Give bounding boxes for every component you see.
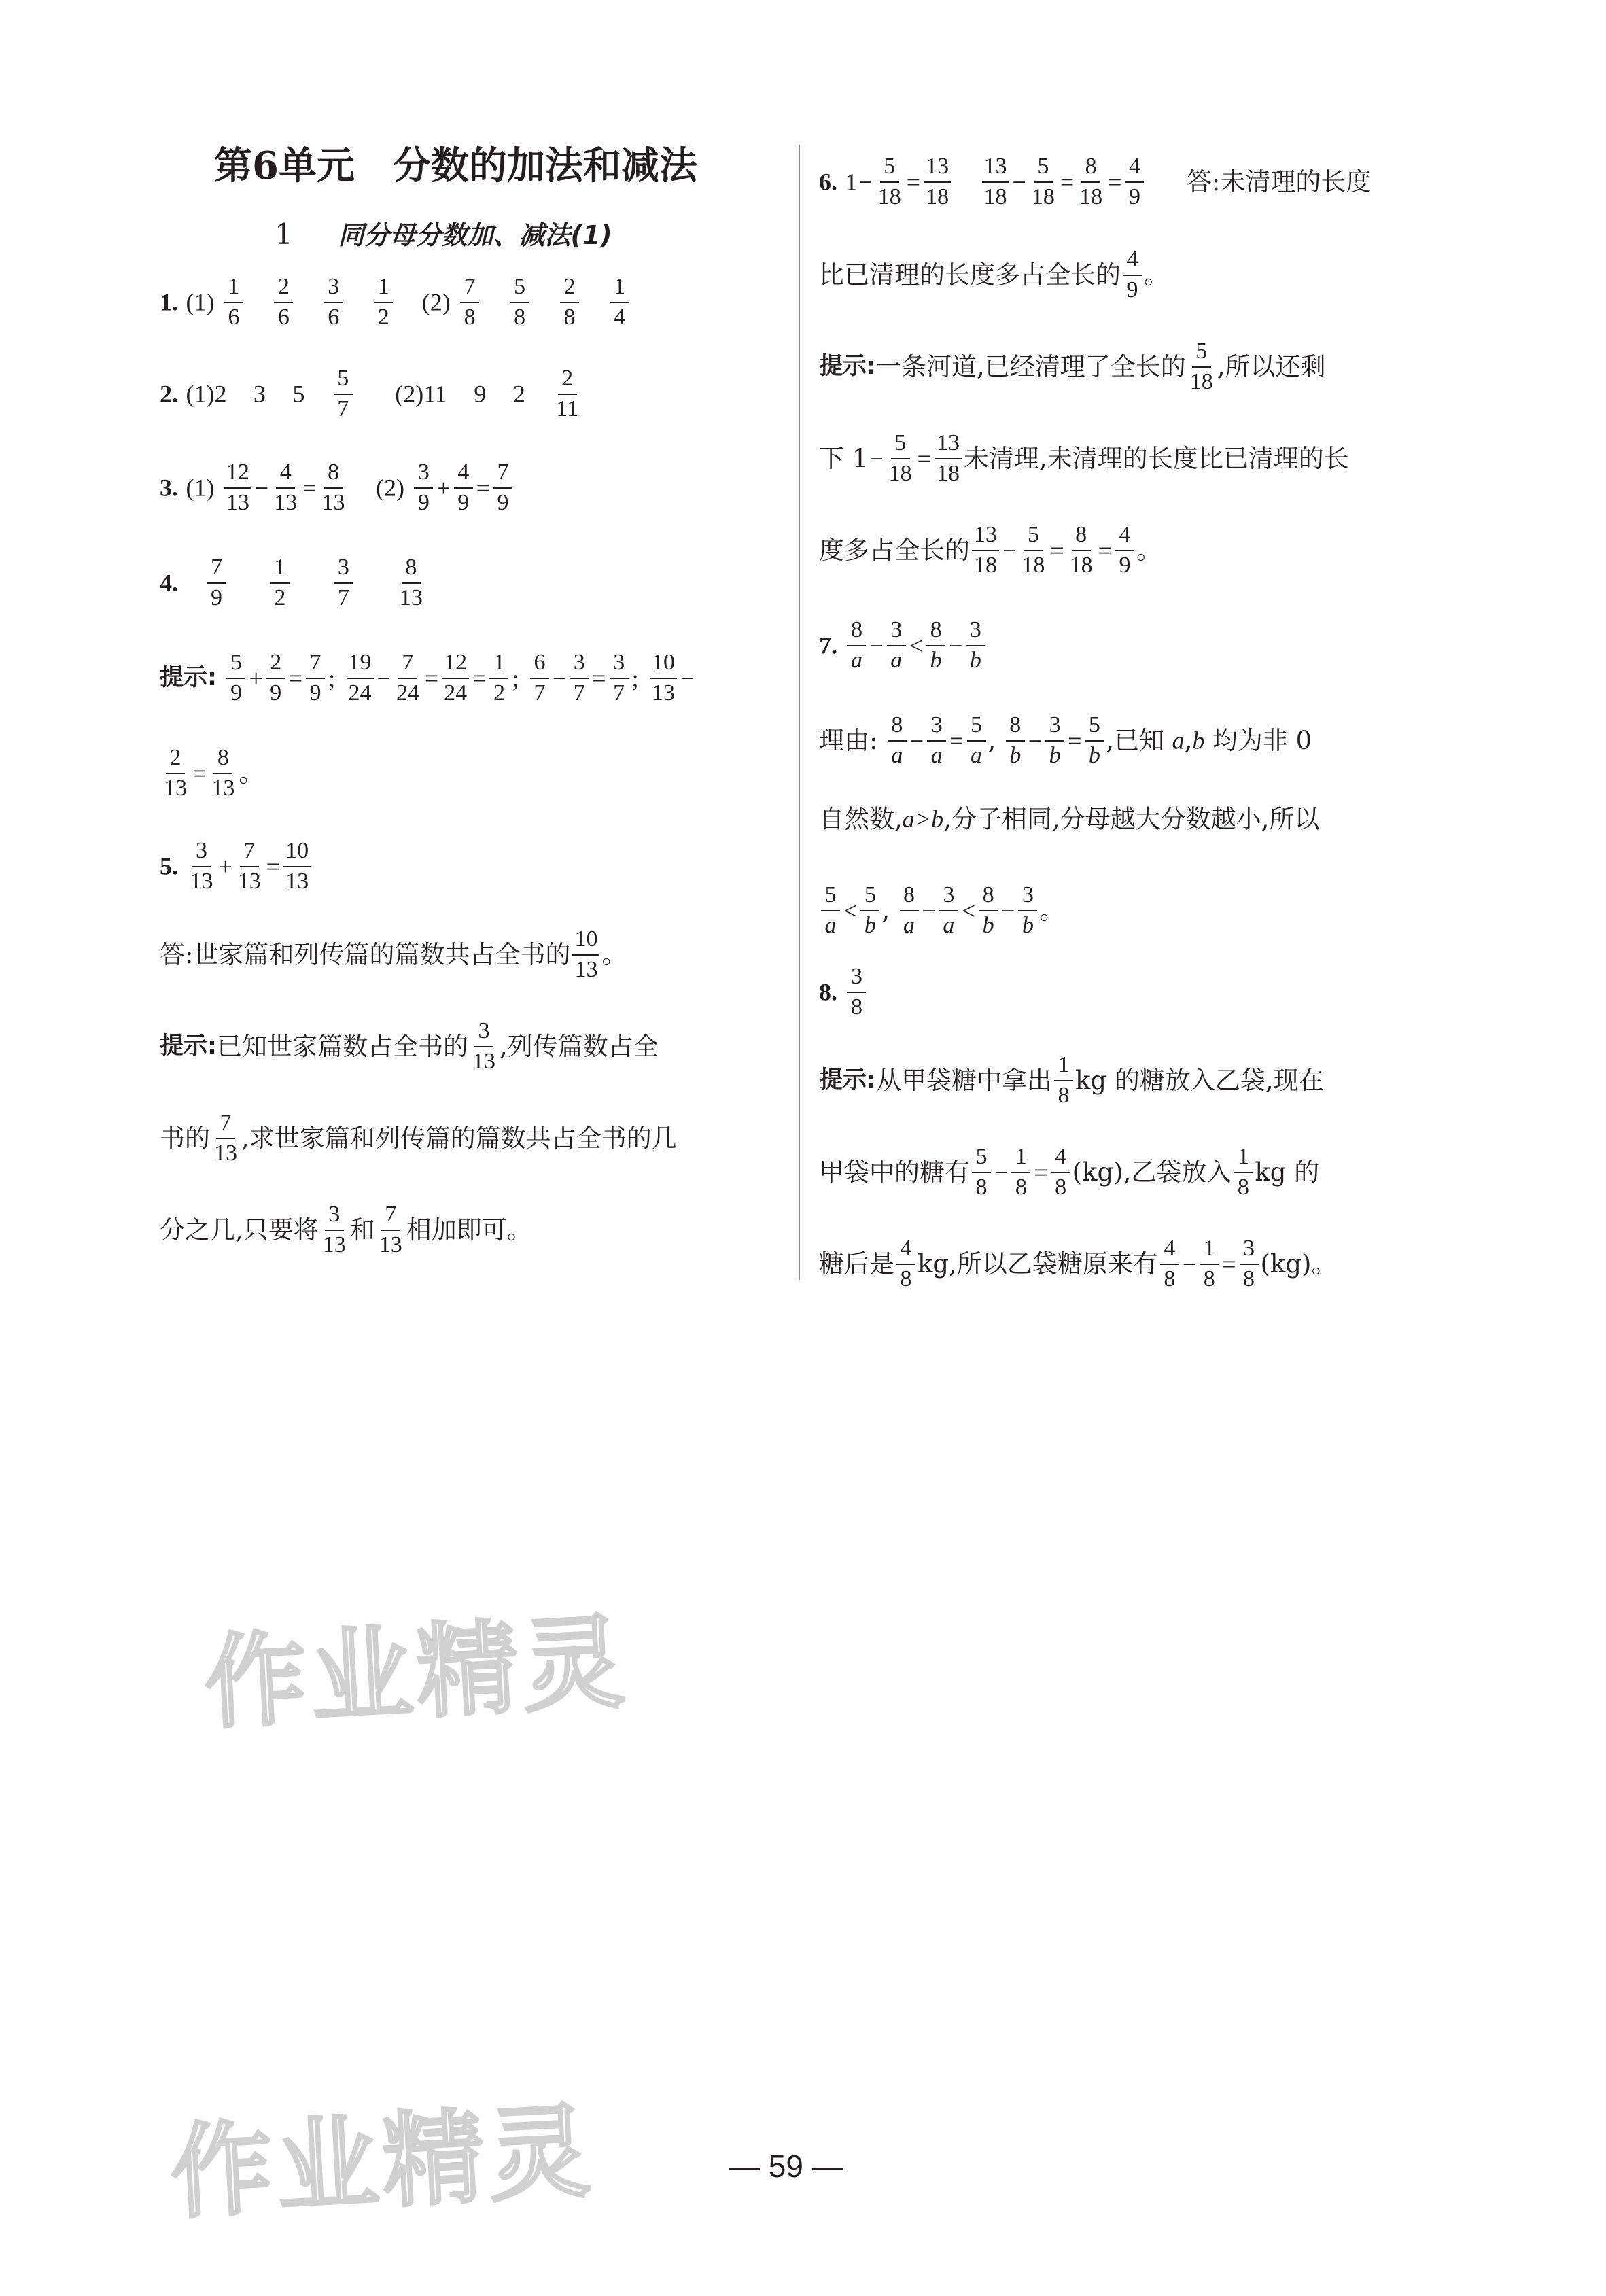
question-5-hint-cont: 书的 $\frac{7}{13}$ ,求世家篇和列传篇的篇数共占全书的几: [160, 1110, 677, 1166]
hint-text: 相加即可。: [406, 1215, 532, 1245]
fraction: $\frac{3}{6}$: [324, 275, 343, 329]
question-7: 7. $\frac{8}{a}$ − $\frac{3}{a}$ < $\frac{8}{b}$ − $\frac{3}{b}$: [819, 619, 987, 672]
hint-text: 一条河道,已经清理了全长的: [876, 352, 1186, 382]
lesson-title: [275, 214, 612, 251]
reason-text: 已知: [1114, 726, 1165, 756]
answer-text: 世家篇和列传篇的篇数共占全书的: [193, 940, 571, 970]
hint-text: 度多占全长的: [819, 536, 970, 566]
hint-text: (kg)。: [1260, 1249, 1337, 1279]
question-2: [160, 367, 582, 421]
answer-text: 未清理的长度: [1220, 167, 1372, 197]
hint-label: 提示:: [819, 1066, 876, 1094]
question-1: [160, 275, 631, 329]
fraction: $\frac{1}{2}$: [270, 556, 290, 610]
hint-text: 下 1: [819, 444, 869, 474]
question-4-hint: 提示: $\frac{5}{9}$ + $\frac{2}{9}$ = $\frac{7}{9}$ ; $\frac{19}{24}$ − $\frac{7}{24}$ = $\frac{12}{24}$ = $\frac{1}{2}$ ; $\frac{6}{7}$ − $\frac{3}{7}$ = $\frac{3}{7}$ ; $\frac{10}{13}$ −: [160, 650, 695, 706]
question-6-hint-cont2: 度多占全长的 $\frac{13}{18}$ − $\frac{5}{18}$ = $\frac{8}{18}$ = $\frac{4}{9}$ 。: [819, 522, 1162, 578]
reason-text: 分子相同,分母越大分数越小,所以: [951, 804, 1320, 834]
hint-text: 从甲袋糖中拿出: [876, 1066, 1052, 1096]
hint-text: 甲袋中的糖有: [819, 1158, 970, 1187]
hint-text: 分之几,只要将: [160, 1215, 319, 1245]
question-number: 4.: [160, 569, 178, 597]
lesson-title-text: 同分母分数加、减法(1): [338, 220, 612, 250]
part-label: (1): [186, 380, 215, 408]
fraction: $\frac{2}{8}$: [560, 275, 579, 329]
fraction: $\frac{12}{13}$: [224, 461, 251, 515]
reason-text: 均为非 0: [1212, 726, 1312, 756]
hint-text: 糖后是: [819, 1249, 894, 1279]
fraction: $\frac{8}{13}$: [399, 555, 423, 610]
fraction: $\frac{2}{6}$: [274, 275, 293, 329]
watermark-logo: 作业精灵: [201, 1603, 631, 1744]
question-5-hint: 提示:已知世家篇数占全书的 $\frac{3}{13}$ ,列传篇数占全: [160, 1018, 659, 1074]
question-6-hint-cont: 下 1− $\frac{5}{18}$ = $\frac{13}{18}$ 未清理,未清理的长度比已清理的长: [819, 430, 1349, 486]
part-label: (2): [375, 474, 404, 502]
question-7-reason-cont2: $\frac{5}{a}$ < $\frac{5}{b}$ , $\frac{8}{a}$ − $\frac{3}{a}$ < $\frac{8}{b}$ − $\frac{3}{b}$ 。: [819, 884, 1064, 937]
hint-text: 和: [349, 1215, 375, 1245]
question-8-hint-cont: 甲袋中的糖有 $\frac{5}{8}$ − $\frac{1}{8}$ = $\frac{4}{8}$ (kg),乙袋放入 $\frac{1}{8}$ kg 的: [819, 1144, 1320, 1200]
reason-label: 理由:: [819, 726, 878, 756]
part-label: (2): [421, 288, 451, 316]
question-6-answer-cont: 比已清理的长度多占全长的 $\frac{4}{9}$ 。: [819, 247, 1169, 302]
hint-text: 求世家篇和列传篇的篇数共占全书的几: [249, 1124, 677, 1153]
hint-text: kg 的糖放入乙袋,现在: [1075, 1066, 1324, 1096]
fraction: $\frac{4}{9}$: [454, 461, 473, 515]
fraction: $\frac{5}{7}$: [334, 367, 353, 421]
fraction: $\frac{1}{4}$: [610, 275, 629, 329]
part-label: (2): [395, 380, 424, 408]
question-number: 8.: [819, 978, 837, 1006]
answer-label: 答:: [160, 940, 194, 970]
question-4-hint-cont: $\frac{2}{13}$ = $\frac{8}{13}$ 。: [164, 745, 264, 801]
question-number: 3.: [160, 474, 178, 502]
question-7-reason-cont: 自然数,a>b,分子相同,分母越大分数越小,所以: [819, 804, 1320, 834]
answer-value: 2: [512, 380, 525, 408]
hint-label: 提示:: [819, 353, 876, 381]
question-5: 5. $\frac{3}{13}$ + $\frac{7}{13}$ = $\frac{10}{13}$: [160, 839, 313, 893]
question-6: 6. 1− $\frac{5}{18}$ = $\frac{13}{18}$ $\frac{13}{18}$ − $\frac{5}{18}$ = $\frac{8}{18}$ = $\frac{4}{9}$ 答:未清理的长度: [819, 154, 1372, 209]
question-6-hint: 提示:一条河道,已经清理了全长的 $\frac{5}{18}$ ,所以还剩: [819, 338, 1326, 394]
lesson-number: 1: [275, 218, 293, 251]
hint-text: kg,所以乙袋糖原来有: [918, 1249, 1158, 1279]
question-number: 6.: [819, 168, 837, 196]
fraction: $\frac{3}{7}$: [334, 556, 353, 610]
fraction: $\frac{2}{11}$: [556, 366, 579, 421]
fraction: $\frac{3}{9}$: [414, 461, 433, 515]
question-8-hint: 提示:从甲袋糖中拿出 $\frac{1}{8}$ kg 的糖放入乙袋,现在: [819, 1052, 1324, 1108]
hint-text: 书的: [160, 1124, 210, 1153]
hint-text: (kg),乙袋放入: [1072, 1158, 1232, 1187]
question-3: 3. (1) $\frac{12}{13}$ − $\frac{4}{13}$ = $\frac{8}{13}$ (2) $\frac{3}{9}$ + $\frac{4}{9}$ = $\frac{7}{9}$: [160, 461, 514, 515]
question-number: 2.: [160, 380, 178, 408]
column-divider: [799, 145, 800, 1280]
answer-value: 2: [214, 380, 227, 408]
part-label: (1): [186, 288, 215, 316]
question-5-answer: 答:世家篇和列传篇的篇数共占全书的 $\frac{10}{13}$ 。: [160, 926, 627, 982]
question-5-hint-cont2: 分之几,只要将 $\frac{3}{13}$ 和 $\frac{7}{13}$ 相加即可。: [160, 1202, 532, 1257]
hint-label: 提示:: [160, 1032, 217, 1060]
question-8: 8. $\frac{3}{8}$: [819, 965, 868, 1019]
unit-title: 第6单元 分数的加法和减法: [214, 143, 697, 188]
question-number: 7.: [819, 631, 837, 659]
answer-label: 答:: [1186, 167, 1221, 197]
fraction: $\frac{5}{8}$: [510, 275, 529, 329]
hint-text: 已知世家篇数占全书的: [217, 1032, 468, 1062]
question-number: 1.: [160, 288, 178, 316]
fraction: $\frac{8}{13}$: [321, 459, 345, 515]
question-8-hint-cont2: 糖后是 $\frac{4}{8}$ kg,所以乙袋糖原来有 $\frac{4}{8}$ − $\frac{1}{8}$ = $\frac{3}{8}$ (kg)。: [819, 1236, 1337, 1291]
watermark-logo: 作业精灵: [167, 2092, 597, 2233]
question-number: 5.: [160, 852, 178, 880]
fraction: $\frac{7}{8}$: [460, 275, 479, 329]
part-label: (1): [186, 474, 215, 502]
reason-text: 自然数,: [819, 804, 903, 834]
question-7-reason: 理由: $\frac{8}{a}$ − $\frac{3}{a}$ = $\frac{5}{a}$ , $\frac{8}{b}$ − $\frac{3}{b}$ = $\frac{5}{b}$ ,已知 a,b 均为非 0: [819, 712, 1312, 768]
answer-text: 比已清理的长度多占全长的: [819, 260, 1121, 290]
hint-text: 未清理,未清理的长度比已清理的长: [963, 444, 1349, 474]
fraction: $\frac{1}{2}$: [374, 275, 393, 329]
fraction: $\frac{7}{9}$: [207, 556, 226, 610]
answer-value: 5: [292, 380, 305, 408]
answer-value: 9: [474, 380, 487, 408]
page-number: — 59 —: [729, 2149, 843, 2184]
fraction: $\frac{1}{6}$: [224, 275, 243, 329]
answer-value: 11: [423, 380, 447, 408]
hint-label: 提示:: [160, 664, 217, 692]
fraction: $\frac{7}{9}$: [493, 461, 512, 515]
hint-text: 所以还剩: [1225, 352, 1326, 382]
question-4: [160, 556, 427, 610]
answer-value: 3: [253, 380, 266, 408]
fraction: $\frac{4}{13}$: [274, 459, 298, 515]
hint-text: 列传篇数占全: [507, 1032, 659, 1062]
hint-text: kg 的: [1255, 1158, 1320, 1187]
